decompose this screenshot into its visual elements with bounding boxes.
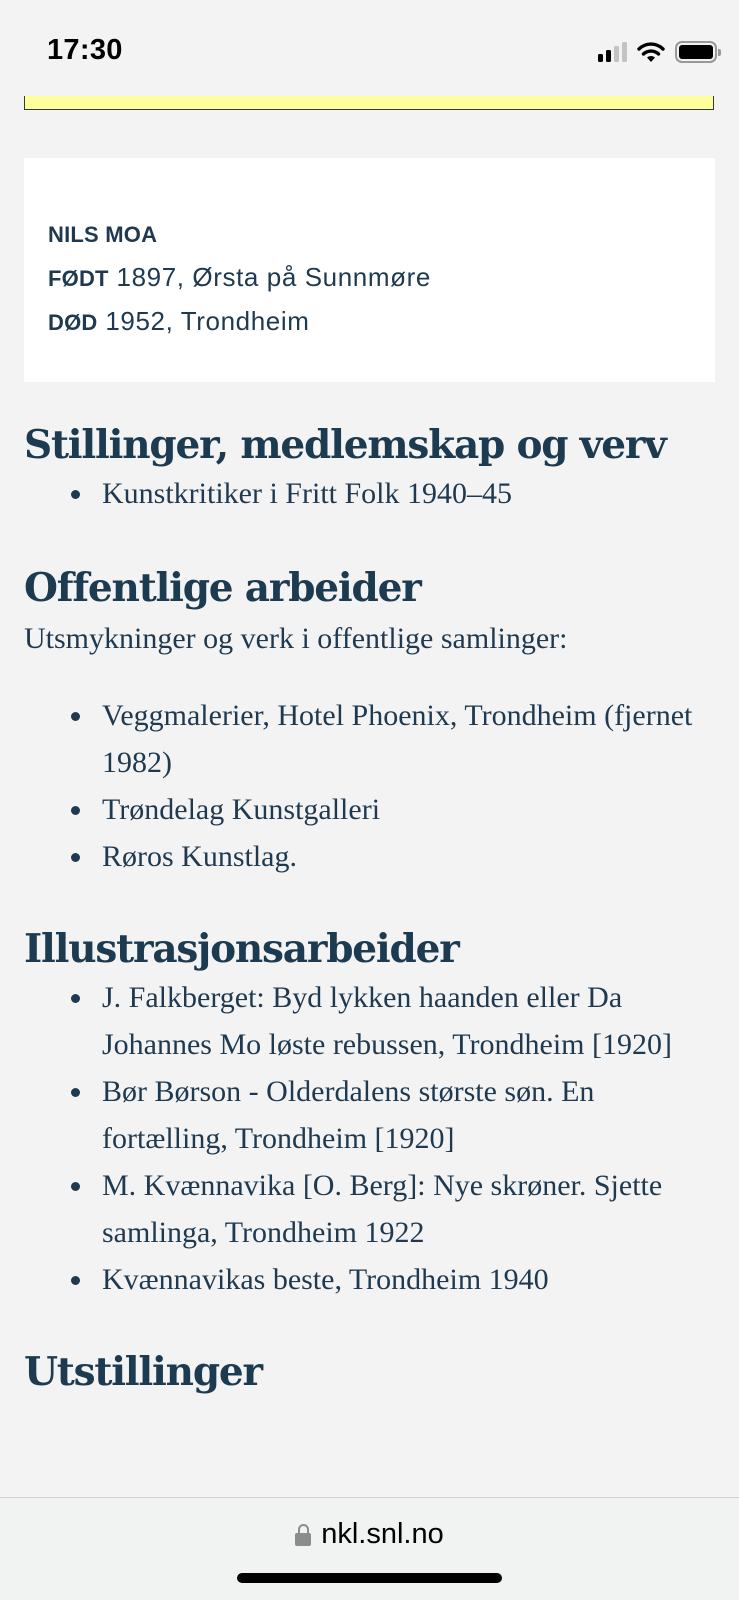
fact-box (24, 158, 715, 382)
list-item: Bør Børson - Olderdalens største søn. En fortælling, Trondheim [1920] (102, 1068, 714, 1162)
url-display[interactable] (0, 1518, 739, 1551)
list-item: Røros Kunstlag. (102, 833, 714, 880)
lock-icon (295, 1524, 311, 1546)
cellular-signal-icon (598, 42, 627, 62)
section-heading: Illustrasjonsarbeider (24, 926, 459, 972)
died-label: DØD (48, 310, 98, 335)
list-item: J. Falkberget: Byd lykken haanden eller Da Johannes Mo løste rebussen, Trondheim [1920] (102, 974, 714, 1068)
url-text[interactable]: nkl.snl.no (321, 1518, 444, 1550)
died-row (48, 300, 691, 344)
wifi-icon (637, 41, 665, 63)
list-item: Kvænnavikas beste, Trondheim 1940 (102, 1256, 714, 1303)
illustrations-list (24, 974, 714, 1303)
list-item: Veggmalerier, Hotel Phoenix, Trondheim (fjernet 1982) (102, 692, 714, 786)
list-item: M. Kvænnavika [O. Berg]: Nye skrøner. Sjette samlinga, Trondheim 1922 (102, 1162, 714, 1256)
list-item: Trøndelag Kunstgalleri (102, 786, 714, 833)
born-row (48, 256, 691, 300)
battery-icon (675, 41, 717, 63)
section-public-works (24, 563, 714, 880)
section-heading: Stillinger, medlemskap og verv (24, 422, 666, 468)
died-value: 1952, Trondheim (105, 306, 310, 336)
highlight-box-bottom-edge (24, 96, 714, 110)
section-heading: Offentlige arbeider (24, 565, 421, 611)
section-heading: Utstillinger (24, 1349, 262, 1395)
article-content (24, 420, 714, 1423)
status-bar (0, 0, 739, 90)
born-value: 1897, Ørsta på Sunnmøre (116, 262, 431, 292)
status-icons (598, 41, 717, 63)
artist-name: NILS MOA (48, 222, 158, 247)
browser-address-bar[interactable] (0, 1497, 739, 1600)
born-label: FØDT (48, 266, 109, 291)
status-time: 17:30 (47, 34, 123, 66)
home-indicator[interactable] (237, 1573, 502, 1583)
section-positions (24, 420, 714, 517)
positions-list (24, 470, 714, 517)
section-exhibitions (24, 1347, 714, 1397)
section-illustrations (24, 924, 714, 1303)
public-works-list (24, 692, 714, 880)
list-item: Kunstkritiker i Fritt Folk 1940–45 (102, 470, 714, 517)
section-lead: Utsmykninger og verk i offentlige samlinger: (24, 622, 568, 655)
